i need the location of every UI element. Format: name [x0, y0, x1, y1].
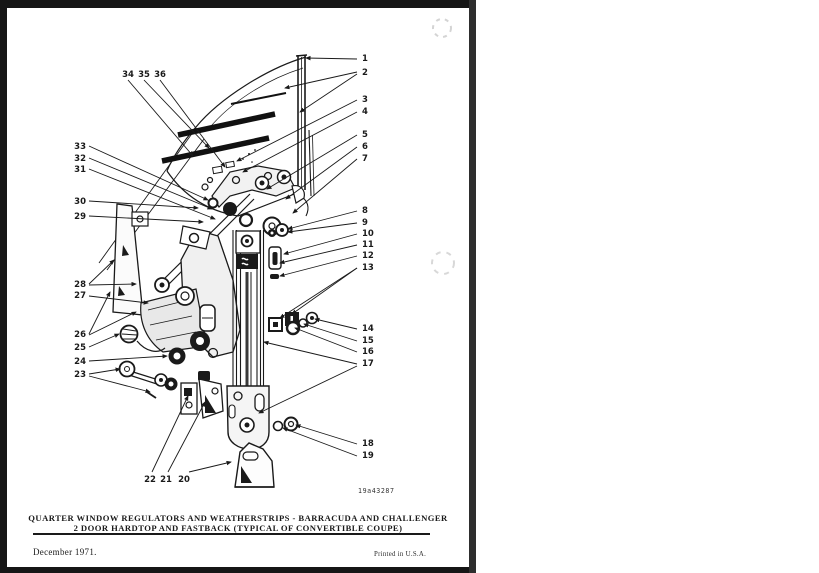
callout-23: 23: [74, 370, 86, 380]
callout-14: 14: [362, 324, 374, 334]
leader-line-28: [89, 260, 114, 284]
callout-25: 25: [74, 343, 86, 353]
figure-number: 19a43287: [358, 487, 395, 495]
callout-22: 22: [144, 475, 156, 485]
callout-29: 29: [74, 212, 86, 222]
leader-line-9: [288, 223, 357, 232]
leader-line-1: [306, 58, 357, 59]
callout-33: 33: [74, 142, 86, 152]
glass-run-channel-strip: [113, 204, 148, 315]
callout-34: 34: [122, 70, 134, 80]
caption-title-line2: 2 DOOR HARDTOP AND FASTBACK (TYPICAL OF CONVERTIBLE COUPE): [73, 523, 403, 533]
leader-line-18: [296, 425, 357, 444]
callout-15: 15: [362, 336, 374, 346]
caption-rule: [33, 533, 430, 535]
weatherstrip-strips: [162, 93, 286, 163]
leader-line-6: [286, 147, 357, 199]
leader-line-8: [288, 211, 357, 229]
leader-line-11: [280, 245, 357, 263]
callout-6: 6: [362, 142, 368, 152]
callout-7: 7: [362, 154, 368, 164]
callout-2: 2: [362, 68, 368, 78]
callout-17: 17: [362, 359, 374, 369]
callout-18: 18: [362, 439, 374, 449]
leader-line-20: [189, 462, 231, 472]
callout-35: 35: [138, 70, 150, 80]
leader-line-17: [264, 342, 357, 364]
callout-9: 9: [362, 218, 368, 228]
leader-line-7: [293, 159, 357, 213]
regulator-assembly: [141, 226, 240, 358]
leader-line-15: [304, 324, 357, 341]
callout-8: 8: [362, 206, 368, 216]
callout-30: 30: [74, 197, 86, 207]
callout-28: 28: [74, 280, 86, 290]
leader-line-31: [89, 169, 215, 219]
callout-31: 31: [74, 165, 86, 175]
leader-line-16: [295, 328, 357, 352]
pivot-brackets-21-22: [181, 371, 223, 418]
leader-line-17: [259, 366, 357, 413]
leader-line-24: [89, 356, 167, 361]
callout-13: 13: [362, 263, 374, 273]
leader-line-3: [237, 100, 357, 161]
callout-26: 26: [74, 330, 86, 340]
callout-4: 4: [362, 107, 368, 117]
leader-line-25: [89, 334, 119, 347]
callout-27: 27: [74, 291, 86, 301]
leader-line-13: [280, 268, 357, 318]
callout-19: 19: [362, 451, 374, 461]
callout-3: 3: [362, 95, 368, 105]
callout-12: 12: [362, 251, 374, 261]
leader-line-22: [152, 396, 188, 472]
callout-10: 10: [362, 229, 374, 239]
page-curl-smudges: [432, 19, 454, 274]
lower-gusset-bracket: [235, 443, 274, 487]
caption-title-line1: QUARTER WINDOW REGULATORS AND WEATHERSTRIPS - BARRACUDA AND CHALLENGER: [28, 513, 448, 523]
footer-printed-in: Printed in U.S.A.: [374, 551, 427, 558]
callout-36: 36: [154, 70, 166, 80]
callout-11: 11: [362, 240, 374, 250]
leader-line-10: [284, 234, 357, 254]
callout-24: 24: [74, 357, 86, 367]
callout-5: 5: [362, 130, 368, 140]
small-fasteners-column: [268, 224, 318, 334]
leader-line-2: [300, 74, 357, 112]
leader-line-14: [315, 319, 357, 329]
leader-line-2: [285, 72, 357, 88]
leader-line-23: [89, 369, 120, 374]
callout-1: 1: [362, 54, 368, 64]
callout-16: 16: [362, 347, 374, 357]
leader-line-34: [128, 80, 193, 156]
leader-line-5: [267, 135, 357, 189]
callout-20: 20: [178, 475, 190, 485]
callout-32: 32: [74, 154, 86, 164]
leader-line-32: [89, 158, 212, 209]
leader-line-12: [280, 256, 357, 276]
callout-21: 21: [160, 475, 172, 485]
leader-line-13: [292, 268, 357, 314]
footer-date: December 1971.: [33, 547, 97, 557]
leader-line-30: [89, 201, 198, 208]
leader-line-35: [144, 80, 209, 148]
